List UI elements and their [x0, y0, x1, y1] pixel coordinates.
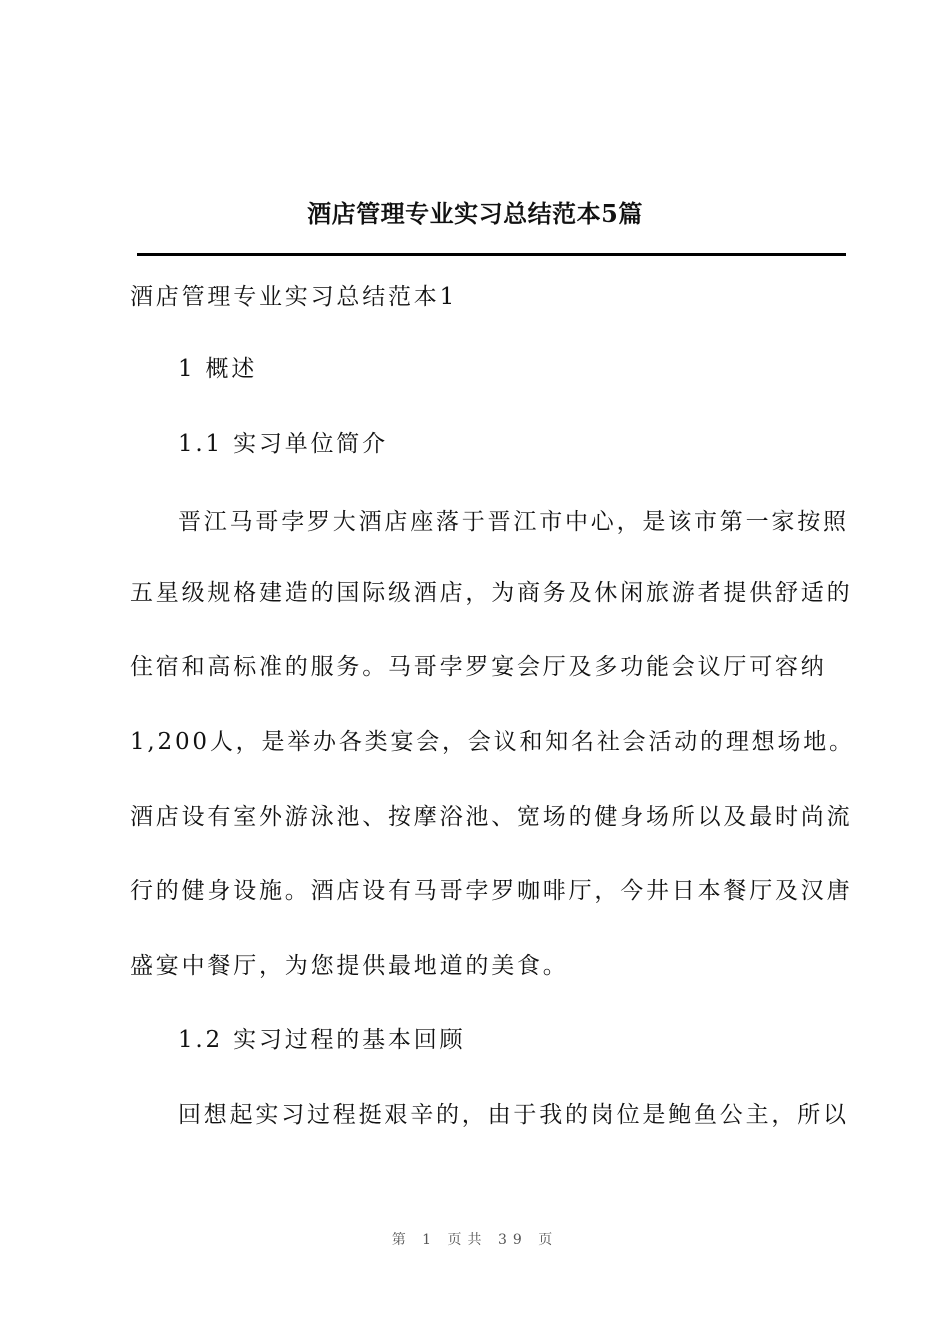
paragraph-line: 行的健身设施。酒店设有马哥孛罗咖啡厅，今井日本餐厅及汉唐	[130, 878, 853, 904]
page-footer: 第 1 页共 39 页	[391, 1232, 559, 1248]
paragraph-line: 酒店设有室外游泳池、按摩浴池、宽场的健身场所以及最时尚流	[130, 804, 853, 830]
paragraph-line: 回想起实习过程挺艰辛的，由于我的岗位是鲍鱼公主，所以	[178, 1102, 849, 1128]
section-heading: 酒店管理专业实习总结范本1	[130, 284, 458, 310]
paragraph-line: 晋江马哥孛罗大酒店座落于晋江市中心，是该市第一家按照	[178, 509, 849, 535]
paragraph-line: 1,200人，是举办各类宴会，会议和知名社会活动的理想场地。	[130, 729, 855, 755]
subsection-heading: 1.2 实习过程的基本回顾	[178, 1027, 466, 1053]
title-underline	[137, 253, 846, 256]
paragraph-line: 五星级规格建造的国际级酒店，为商务及休闲旅游者提供舒适的	[130, 580, 853, 606]
document-title: 酒店管理专业实习总结范本5篇	[307, 199, 643, 228]
paragraph-line: 盛宴中餐厅，为您提供最地道的美食。	[130, 953, 569, 979]
chapter-heading: 1 概述	[178, 356, 258, 382]
subsection-heading: 1.1 实习单位简介	[178, 431, 388, 457]
paragraph-line: 住宿和高标准的服务。马哥孛罗宴会厅及多功能会议厅可容纳	[130, 654, 827, 680]
